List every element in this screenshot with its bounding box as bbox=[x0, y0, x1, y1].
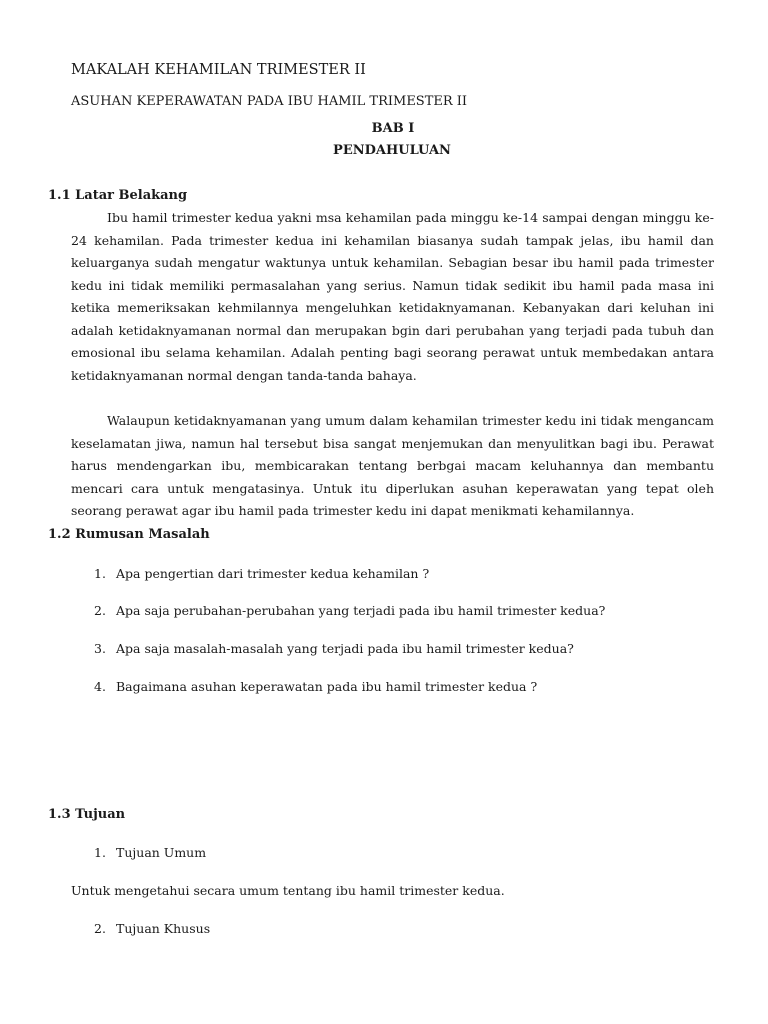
list-item-number: 3. bbox=[94, 641, 106, 656]
section-heading-tujuan: 1.3 Tujuan bbox=[48, 807, 126, 822]
list-item-number: 2. bbox=[94, 603, 106, 618]
list-item-number: 2. bbox=[94, 921, 106, 936]
tujuan-umum-text: Untuk mengetahui secara umum tentang ibu hamil trimester kedua. bbox=[71, 883, 505, 898]
list-item-number: 1. bbox=[94, 845, 106, 860]
chapter-number: BAB I bbox=[371, 121, 415, 136]
list-item-text: Bagaimana asuhan keperawatan pada ibu hamil trimester kedua ? bbox=[116, 679, 538, 694]
list-item-number: 1. bbox=[94, 566, 106, 581]
chapter-title: PENDAHULUAN bbox=[333, 143, 451, 158]
section-heading-latar-belakang: 1.1 Latar Belakang bbox=[48, 188, 188, 203]
document-subtitle: ASUHAN KEPERAWATAN PADA IBU HAMIL TRIMESTER II bbox=[71, 94, 468, 109]
paragraph-latar-2: Walaupun ketidaknyamanan yang umum dalam kehamilan trimester kedu ini tidak mengancam keselamatan jiwa, namun hal tersebut bisa sangat menjemukan dan menyulitkan bagi ibu. Perawat harus mendengarkan ibu, membicarakan tentang berbgai macam keluhannya dan membantu mencari cara untuk mengatasinya. Untuk itu diperlukan asuhan keperawatan yang tepat oleh seorang perawat agar ibu hamil pada trimester kedu ini dapat menikmati kehamilannya. bbox=[71, 413, 714, 518]
list-item-text: Apa pengertian dari trimester kedua kehamilan ? bbox=[116, 566, 430, 581]
list-item-text: Apa saja masalah-masalah yang terjadi pada ibu hamil trimester kedua? bbox=[116, 641, 574, 656]
list-item-text: Apa saja perubahan-perubahan yang terjadi pada ibu hamil trimester kedua? bbox=[116, 603, 606, 618]
list-item-text: Tujuan Umum bbox=[116, 845, 207, 860]
paragraph-latar-1: Ibu hamil trimester kedua yakni msa kehamilan pada minggu ke-14 sampai dengan minggu ke-24 kehamilan. Pada trimester kedua ini kehamilan biasanya sudah tampak jelas, ibu hamil dan keluarganya sudah mengatur waktunya untuk kehamilan. Sebagian besar ibu hamil pada trimester kedu ini tidak memiliki permasalahan yang serius. Namun tidak sedikit ibu hamil pada masa ini ketika memeriksakan kehmilannya mengeluhkan ketidaknyamanan. Kebanyakan dari keluhan ini adalah ketidaknyamanan normal dan merupakan bgin dari perubahan yang terjadi pada tubuh dan emosional ibu selama kehamilan. Adalah penting bagi seorang perawat untuk membedakan antara ketidaknyamanan normal dengan tanda-tanda bahaya. bbox=[71, 210, 714, 383]
list-item-number: 4. bbox=[94, 679, 106, 694]
section-heading-rumusan-masalah: 1.2 Rumusan Masalah bbox=[48, 527, 210, 542]
list-item-text: Tujuan Khusus bbox=[116, 921, 211, 936]
document-title: MAKALAH KEHAMILAN TRIMESTER II bbox=[71, 62, 366, 78]
